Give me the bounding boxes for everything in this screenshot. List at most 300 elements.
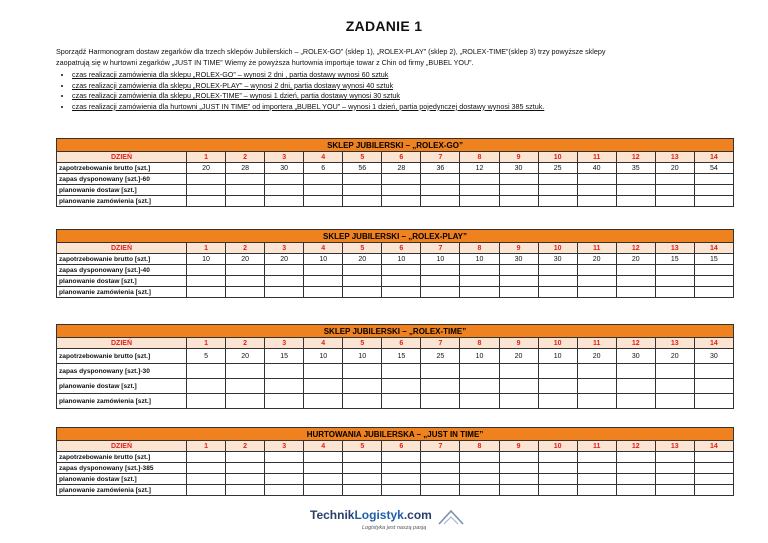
table-row [57, 174, 734, 185]
table-cell [304, 364, 343, 379]
table-cell: 35 [616, 163, 655, 174]
table-cell [616, 196, 655, 207]
schedule-table-rolex-play [56, 229, 734, 298]
house-roof-icon [438, 509, 464, 525]
table-cell: 10 [382, 254, 421, 265]
table-cell [343, 379, 382, 394]
table-cell [382, 276, 421, 287]
table-cell [382, 196, 421, 207]
day-number: 4 [304, 338, 343, 349]
table-cell [343, 474, 382, 485]
table-cell [577, 485, 616, 496]
table-cell [460, 287, 499, 298]
table-cell [304, 452, 343, 463]
day-number: 13 [655, 338, 694, 349]
table-cell [382, 485, 421, 496]
table-cell [226, 174, 265, 185]
table-cell [304, 474, 343, 485]
table-cell [577, 379, 616, 394]
table-cell [655, 474, 694, 485]
table-cell [304, 463, 343, 474]
page-title: ZADANIE 1 [345, 18, 423, 34]
intro-line-1: Sporządź Harmonogram dostaw zegarków dla trzech sklepów Jubilerskich – „ROLEX-GO” (sklep 1), „ROLEX-PLAY” (sklep 2), „ROLEX-TIME”(sklep 3) trzy powyższe sklepy [56, 47, 606, 56]
table-row [57, 394, 734, 409]
table-cell: 5 [187, 349, 226, 364]
table-row [57, 276, 734, 287]
table-cell [421, 394, 460, 409]
day-number: 1 [187, 243, 226, 254]
table-cell [616, 474, 655, 485]
table-cell [616, 452, 655, 463]
day-number: 10 [538, 441, 577, 452]
table-cell [421, 287, 460, 298]
day-header-label: DZIEŃ [57, 338, 187, 349]
table-cell [226, 379, 265, 394]
table-cell [655, 174, 694, 185]
table-cell [499, 196, 538, 207]
table-cell [343, 463, 382, 474]
table-cell: 20 [616, 254, 655, 265]
table-cell: 30 [499, 254, 538, 265]
table-cell [499, 452, 538, 463]
table-cell [421, 474, 460, 485]
table-cell: 20 [577, 254, 616, 265]
logo-text-c: .com [403, 508, 432, 522]
table-cell [382, 474, 421, 485]
table-cell [460, 174, 499, 185]
table-cell [577, 276, 616, 287]
requirement-item: • czas realizacji zamówienia dla hurtowni „JUST IN TIME” od importera „BUBEL YOU” – wynosi 1 dzień, partia pojedynczej dostawy wynosi 385 sztuk. [72, 102, 746, 113]
table-cell [538, 463, 577, 474]
table-cell [421, 265, 460, 276]
day-number: 11 [577, 338, 616, 349]
day-number: 9 [499, 338, 538, 349]
table-cell: 56 [343, 163, 382, 174]
task-description [56, 46, 746, 112]
table-row [57, 474, 734, 485]
table-cell [577, 463, 616, 474]
table-cell [226, 276, 265, 287]
table-cell [265, 485, 304, 496]
logo-text-a: Technik [310, 508, 355, 522]
table-cell [265, 474, 304, 485]
table-row [57, 485, 734, 496]
day-number: 12 [616, 243, 655, 254]
table-cell [304, 174, 343, 185]
table-cell [382, 174, 421, 185]
row-label: planowanie dostaw [szt.] [57, 379, 187, 394]
day-number: 5 [343, 243, 382, 254]
table-cell [265, 287, 304, 298]
requirement-item: • czas realizacji zamówienia dla sklepu „ROLEX-PLAY” – wynosi 2 dni, partia dostawy wynosi 40 sztuk [72, 81, 746, 92]
table-cell [538, 174, 577, 185]
row-label: zapas dysponowany [szt.]-385 [57, 463, 187, 474]
table-cell [694, 379, 733, 394]
table-cell: 20 [499, 349, 538, 364]
table-cell [499, 276, 538, 287]
table-cell [577, 394, 616, 409]
table-cell [460, 276, 499, 287]
table-cell [616, 379, 655, 394]
day-number: 13 [655, 152, 694, 163]
requirement-item: • czas realizacji zamówienia dla sklepu „ROLEX-GO” – wynosi 2 dni , partia dostawy wynosi 60 sztuk [72, 70, 746, 81]
table-cell [382, 463, 421, 474]
row-label: zapas dysponowany [szt.]-40 [57, 265, 187, 276]
table-cell [538, 287, 577, 298]
table-cell [304, 287, 343, 298]
table-cell: 10 [304, 349, 343, 364]
table-cell: 10 [460, 349, 499, 364]
technik-logistyk-logo [310, 506, 470, 536]
table-cell [460, 394, 499, 409]
table-cell [694, 276, 733, 287]
day-number: 8 [460, 152, 499, 163]
table-cell [382, 185, 421, 196]
table-cell [460, 185, 499, 196]
table-cell [538, 265, 577, 276]
schedule-table-just-in-time [56, 427, 734, 496]
table-cell [226, 287, 265, 298]
table-cell [460, 452, 499, 463]
table-cell [421, 463, 460, 474]
day-number: 12 [616, 152, 655, 163]
table-cell [499, 379, 538, 394]
table-cell [538, 485, 577, 496]
row-label: zapotrzebowanie brutto [szt.] [57, 349, 187, 364]
table-cell [382, 394, 421, 409]
table-cell [538, 185, 577, 196]
table-cell [577, 287, 616, 298]
table-cell [187, 485, 226, 496]
table-cell [655, 185, 694, 196]
table-cell [694, 185, 733, 196]
table-cell: 20 [655, 163, 694, 174]
table-cell [616, 276, 655, 287]
day-number: 5 [343, 441, 382, 452]
day-number: 5 [343, 152, 382, 163]
table-cell [616, 185, 655, 196]
day-number: 11 [577, 152, 616, 163]
table-row [57, 463, 734, 474]
table-cell [655, 265, 694, 276]
day-number: 4 [304, 441, 343, 452]
table-cell [616, 287, 655, 298]
requirements-list [56, 70, 746, 112]
table-cell [304, 276, 343, 287]
table-title-row [57, 325, 734, 338]
day-number: 8 [460, 338, 499, 349]
table-cell [304, 394, 343, 409]
table-cell [694, 452, 733, 463]
table-cell [694, 196, 733, 207]
day-header-label: DZIEŃ [57, 441, 187, 452]
table-cell [460, 485, 499, 496]
table-cell [187, 174, 226, 185]
table-cell [694, 474, 733, 485]
table-cell [187, 364, 226, 379]
table-cell [187, 379, 226, 394]
table-cell [187, 452, 226, 463]
day-number: 11 [577, 243, 616, 254]
day-header-row [57, 243, 734, 254]
table-cell [694, 364, 733, 379]
table-row [57, 196, 734, 207]
day-number: 14 [694, 243, 733, 254]
table-cell [616, 463, 655, 474]
table-cell [304, 196, 343, 207]
day-number: 8 [460, 441, 499, 452]
table-cell [655, 287, 694, 298]
table-cell [187, 463, 226, 474]
row-label: planowanie zamówienia [szt.] [57, 287, 187, 298]
table-cell [343, 276, 382, 287]
table-cell [538, 474, 577, 485]
table-cell [655, 452, 694, 463]
table-cell [187, 394, 226, 409]
row-label: planowanie zamówienia [szt.] [57, 485, 187, 496]
day-header-row [57, 441, 734, 452]
table-cell: 30 [694, 349, 733, 364]
table-cell [226, 485, 265, 496]
table-cell [538, 394, 577, 409]
table-cell [499, 485, 538, 496]
table-cell: 30 [499, 163, 538, 174]
table-cell: 15 [655, 254, 694, 265]
table-row [57, 265, 734, 276]
schedule-table-rolex-time [56, 324, 734, 409]
row-label: planowanie dostaw [szt.] [57, 276, 187, 287]
table-cell [655, 463, 694, 474]
table-cell [265, 379, 304, 394]
table-cell [382, 379, 421, 394]
table-cell [304, 265, 343, 276]
table-cell [499, 474, 538, 485]
table-cell [655, 364, 694, 379]
table-cell [343, 485, 382, 496]
table-cell: 10 [343, 349, 382, 364]
table-cell [577, 474, 616, 485]
table-row [57, 349, 734, 364]
day-number: 9 [499, 441, 538, 452]
table-cell [226, 474, 265, 485]
table-cell [343, 364, 382, 379]
day-number: 6 [382, 338, 421, 349]
table-cell [343, 287, 382, 298]
table-cell: 20 [226, 349, 265, 364]
row-label: zapas dysponowany [szt.]-30 [57, 364, 187, 379]
table-cell [499, 287, 538, 298]
table-cell [421, 379, 460, 394]
day-number: 7 [421, 243, 460, 254]
table-cell [421, 185, 460, 196]
table-row [57, 364, 734, 379]
table-cell [655, 276, 694, 287]
table-row [57, 379, 734, 394]
table-cell [421, 364, 460, 379]
table-row [57, 185, 734, 196]
day-number: 7 [421, 338, 460, 349]
day-number: 3 [265, 243, 304, 254]
intro-line-2: zaopatrują się w hurtowni zegarków „JUST IN TIME” Wiemy że powyższa hurtownia importuje towar z Chin od firmy „BUBEL YOU”. [56, 58, 474, 67]
table-cell [265, 185, 304, 196]
row-label: planowanie dostaw [szt.] [57, 474, 187, 485]
day-header-row [57, 152, 734, 163]
table-cell: 28 [226, 163, 265, 174]
table-cell: 15 [694, 254, 733, 265]
day-number: 12 [616, 338, 655, 349]
table-cell [265, 265, 304, 276]
table-cell [538, 379, 577, 394]
row-label: planowanie zamówienia [szt.] [57, 196, 187, 207]
table-cell [226, 265, 265, 276]
table-cell [343, 394, 382, 409]
table-cell [187, 265, 226, 276]
table-cell [226, 196, 265, 207]
row-label: zapotrzebowanie brutto [szt.] [57, 452, 187, 463]
day-number: 1 [187, 152, 226, 163]
table-title: SKLEP JUBILERSKI – „ROLEX-PLAY” [57, 230, 734, 243]
table-cell [382, 265, 421, 276]
table-cell [187, 196, 226, 207]
row-label: zapotrzebowanie brutto [szt.] [57, 163, 187, 174]
table-cell [343, 265, 382, 276]
table-cell: 6 [304, 163, 343, 174]
table-cell [343, 196, 382, 207]
table-row [57, 163, 734, 174]
table-cell [499, 174, 538, 185]
day-number: 6 [382, 152, 421, 163]
table-cell [499, 364, 538, 379]
table-cell [382, 452, 421, 463]
table-cell: 25 [421, 349, 460, 364]
table-cell [499, 185, 538, 196]
day-number: 2 [226, 243, 265, 254]
table-title-row [57, 230, 734, 243]
row-label: planowanie zamówienia [szt.] [57, 394, 187, 409]
table-cell [421, 452, 460, 463]
table-cell: 28 [382, 163, 421, 174]
table-cell [460, 196, 499, 207]
table-cell [694, 174, 733, 185]
day-number: 14 [694, 441, 733, 452]
table-cell [265, 394, 304, 409]
table-cell [538, 364, 577, 379]
table-cell [265, 276, 304, 287]
table-cell: 20 [226, 254, 265, 265]
day-number: 12 [616, 441, 655, 452]
day-number: 7 [421, 152, 460, 163]
table-cell [421, 196, 460, 207]
table-cell [694, 287, 733, 298]
table-cell: 15 [382, 349, 421, 364]
table-cell [343, 174, 382, 185]
table-cell [460, 474, 499, 485]
table-cell [421, 174, 460, 185]
table-row [57, 254, 734, 265]
table-cell [226, 452, 265, 463]
row-label: zapas dysponowany [szt.]-60 [57, 174, 187, 185]
table-cell [460, 364, 499, 379]
table-cell [304, 485, 343, 496]
table-cell: 40 [577, 163, 616, 174]
table-cell [577, 364, 616, 379]
day-number: 4 [304, 243, 343, 254]
table-cell [616, 485, 655, 496]
table-cell [187, 276, 226, 287]
day-number: 6 [382, 243, 421, 254]
table-cell [616, 174, 655, 185]
day-number: 9 [499, 152, 538, 163]
table-cell [577, 452, 616, 463]
day-number: 7 [421, 441, 460, 452]
table-cell [577, 174, 616, 185]
day-number: 6 [382, 441, 421, 452]
table-cell [655, 379, 694, 394]
table-cell [226, 394, 265, 409]
logo-tagline: Logistyka jest naszą pasją [362, 525, 427, 531]
table-cell: 36 [421, 163, 460, 174]
table-cell [577, 196, 616, 207]
table-cell: 12 [460, 163, 499, 174]
day-number: 14 [694, 152, 733, 163]
day-number: 1 [187, 441, 226, 452]
table-cell [382, 364, 421, 379]
schedule-table-rolex-go [56, 138, 734, 207]
table-cell: 15 [265, 349, 304, 364]
table-cell [499, 463, 538, 474]
table-cell [382, 287, 421, 298]
table-cell [577, 185, 616, 196]
table-cell [577, 265, 616, 276]
logo-text-b: Logistyk [354, 508, 404, 522]
table-cell [694, 485, 733, 496]
day-number: 4 [304, 152, 343, 163]
day-number: 13 [655, 243, 694, 254]
day-number: 14 [694, 338, 733, 349]
table-cell [265, 452, 304, 463]
day-number: 13 [655, 441, 694, 452]
table-cell [187, 287, 226, 298]
table-cell: 20 [343, 254, 382, 265]
table-cell: 10 [538, 349, 577, 364]
table-cell [616, 265, 655, 276]
table-cell: 10 [304, 254, 343, 265]
day-header-row [57, 338, 734, 349]
table-cell [226, 364, 265, 379]
table-row [57, 287, 734, 298]
day-number: 3 [265, 152, 304, 163]
table-cell [694, 394, 733, 409]
table-cell [655, 485, 694, 496]
table-row [57, 452, 734, 463]
table-cell [265, 463, 304, 474]
table-cell [460, 265, 499, 276]
table-cell [499, 265, 538, 276]
table-cell: 20 [265, 254, 304, 265]
table-cell [226, 185, 265, 196]
table-cell: 30 [616, 349, 655, 364]
table-cell [694, 265, 733, 276]
table-cell: 10 [460, 254, 499, 265]
day-number: 1 [187, 338, 226, 349]
table-cell: 10 [187, 254, 226, 265]
day-number: 10 [538, 243, 577, 254]
table-cell: 10 [421, 254, 460, 265]
day-number: 5 [343, 338, 382, 349]
table-cell [304, 379, 343, 394]
table-cell [460, 379, 499, 394]
row-label: planowanie dostaw [szt.] [57, 185, 187, 196]
